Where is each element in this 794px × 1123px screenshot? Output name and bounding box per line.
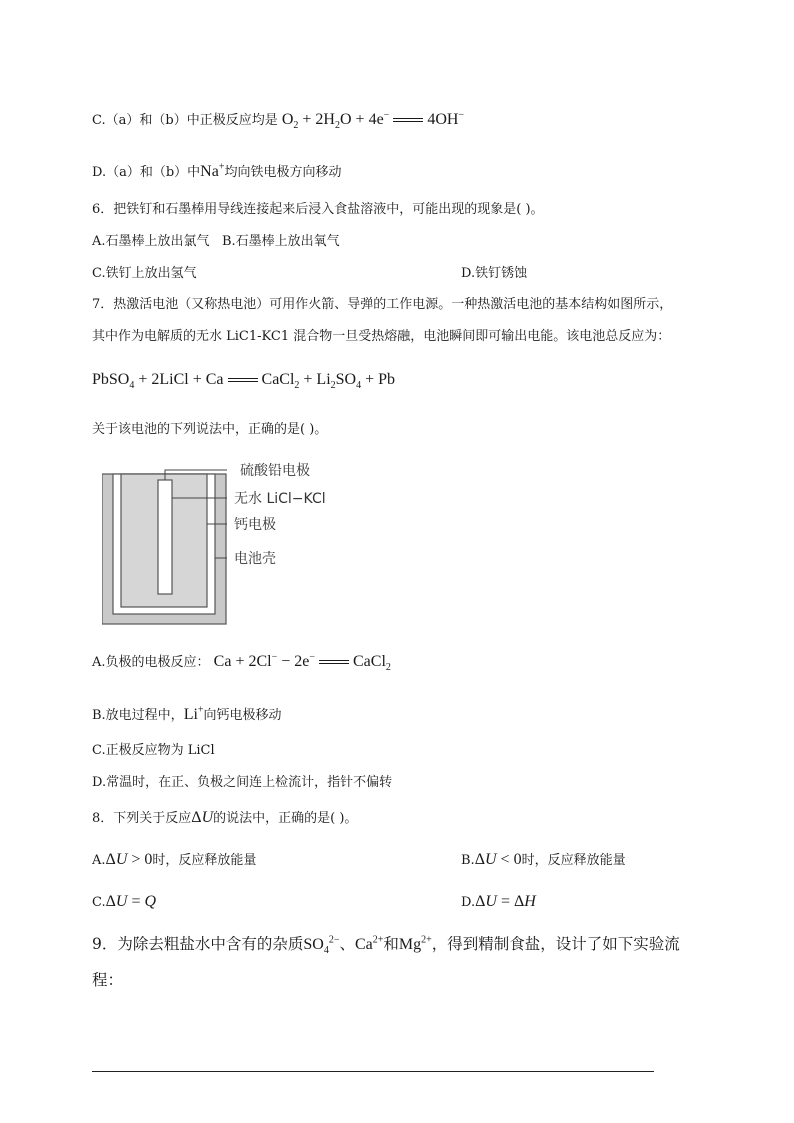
q9-stem-2: 程： xyxy=(92,971,124,989)
battery-diagram xyxy=(102,462,362,628)
q7-option-a: A.负极的电极反应： Ca + 2Cl− − 2e− CaCl$_2$ xyxy=(92,651,391,674)
q6-stem: 6．把铁钉和石墨棒用导线连接起来后浸入食盐溶液中，可能出现的现象是( )。 xyxy=(92,202,544,217)
q7-option-d: D.常温时，在正、负极之间连上检流计，指针不偏转 xyxy=(92,775,393,790)
label-lead-sulfate: 硫酸铅电极 xyxy=(240,463,310,479)
equation-cathode: $O_2 + 2H_2O + 4e^-$ 4OH− xyxy=(281,109,465,132)
q7-option-c: C.正极反应物为 LiCl xyxy=(92,743,215,758)
option-d-prev: D.（a）和（b）中Na+均向铁电极方向移动 xyxy=(92,161,342,180)
q7-stem-2: 其中作为电解质的无水 LiC1-KC1 混合物一旦受热熔融，电池瞬间即可输出电能。该电池总反应为： xyxy=(92,329,671,344)
q9-stem-1: 9．为除去粗盐水中含有的杂质$SO_4^{2-}$、$Ca^{2+}$和$Mg^{2+}$，得到精制食盐，设计了如下实验流 xyxy=(92,934,680,957)
ion-na: Na+ xyxy=(200,161,225,180)
q6-options-ab: A.石墨棒上放出氯气 B.石墨棒上放出氧气 xyxy=(92,234,340,249)
option-c-prev: C.（a）和（b）中正极反应均是 $O_2 + 2H_2O + 4e^-$ 4OH− xyxy=(92,109,465,132)
label-calcium: 钙电极 xyxy=(234,517,276,533)
q8-options-ab: A.ΔU > 0时，反应释放能量 B.ΔU < 0时，反应释放能量 xyxy=(92,851,626,868)
q7-total-reaction: PbSO$_4$ + 2LiCl + Ca CaCl$_2$ + $Li_2SO_4 + Pb$ xyxy=(92,371,396,392)
q7-ask: 关于该电池的下列说法中，正确的是( )。 xyxy=(92,422,328,437)
q7-stem-1: 7．热激活电池（又称热电池）可用作火箭、导弹的工作电源。一种热激活电池的基本结构如图所示， xyxy=(92,297,673,312)
q8-options-cd: C.ΔU = Q D.ΔU = ΔH xyxy=(92,893,536,910)
lead-sulfate-electrode xyxy=(158,480,172,594)
q6-options-cd: C.铁钉上放出氢气 D.铁钉锈蚀 xyxy=(92,266,528,281)
label-shell: 电池壳 xyxy=(234,551,276,567)
q8-stem: 8．下列关于反应ΔU的说法中，正确的是( )。 xyxy=(92,809,358,826)
label-electrolyte: 无水 LiCl−KCl xyxy=(234,491,326,507)
q7-option-b: B.放电过程中，Li+向钙电极移动 xyxy=(92,704,282,723)
page-rule xyxy=(92,1071,654,1072)
